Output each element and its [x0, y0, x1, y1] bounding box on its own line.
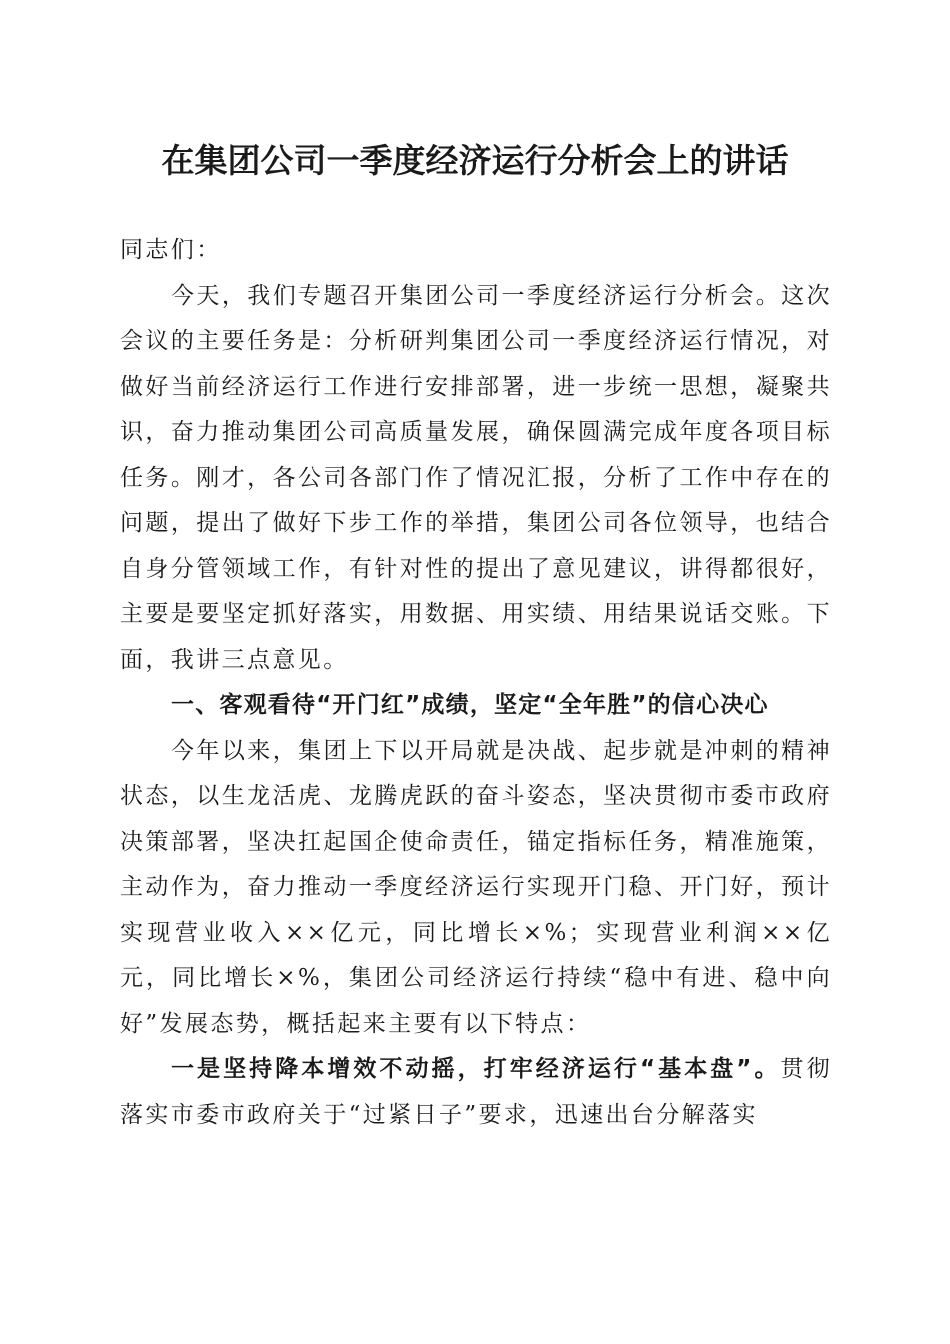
section-1-heading: 一、客观看待“开门红”成绩，坚定“全年胜”的信心决心: [171, 692, 769, 718]
salutation: 同志们：: [120, 237, 222, 263]
section-1-paragraph: 今年以来，集团上下以开局就是决战、起步就是冲刺的精神状态，以生龙活虎、龙腾虎跃的奋斗姿态，坚决贯彻市委市政府决策部署，坚决扛起国企使命责任，锚定指标任务，精准施策，主动作为，奋力推动一季度经济运行实现开门稳、开门好，预计实现营业收入××亿元，同比增长×%；实现营业利润××亿元，同比增长×%，集团公司经济运行持续“稳中有进、稳中向好”发展态势，概括起来主要有以下特点：: [120, 737, 832, 1037]
intro-paragraph: 今天，我们专题召开集团公司一季度经济运行分析会。这次会议的主要任务是：分析研判集团公司一季度经济运行情况，对做好当前经济运行工作进行安排部署，进一步统一思想，凝聚共识，奋力推动集团公司高质量发展，确保圆满完成年度各项目标任务。刚才，各公司各部门作了情况汇报，分析了工作中存在的问题，提出了做好下步工作的举措，集团公司各位领导，也结合自身分管领域工作，有针对性的提出了意见建议，讲得都很好，主要是要坚定抓好落实，用数据、用实绩、用结果说话交账。下面，我讲三点意见。: [120, 282, 832, 673]
point-1-paragraph: [120, 1047, 832, 1138]
document-body: [120, 228, 832, 1138]
point-1-text: 贯彻落实市委市政府关于“过紧日子”要求，迅速出台分解落实: [120, 1056, 832, 1128]
point-1-lead: 一是坚持降本增效不动摇，打牢经济运行“基本盘”。: [171, 1056, 781, 1082]
document-title: 在集团公司一季度经济运行分析会上的讲话: [161, 141, 789, 180]
